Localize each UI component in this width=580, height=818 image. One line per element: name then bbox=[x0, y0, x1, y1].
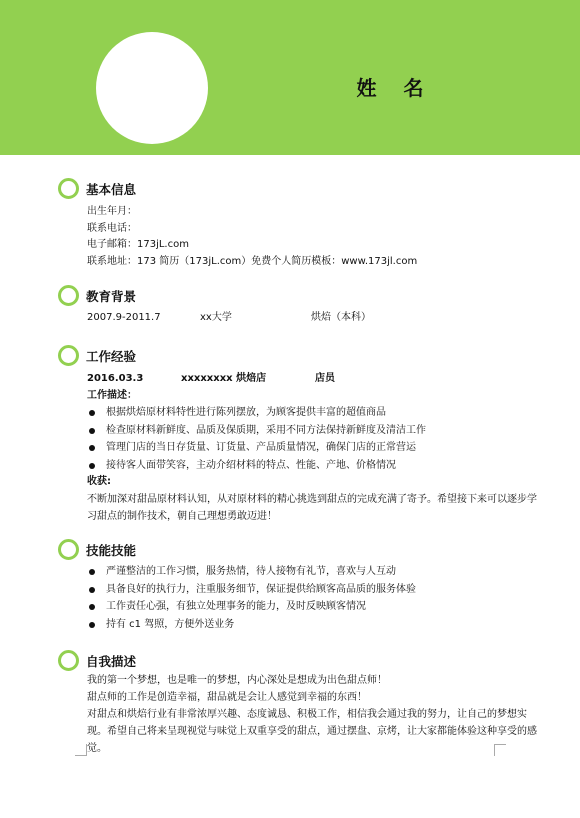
section-header bbox=[58, 345, 538, 367]
section-education bbox=[58, 285, 538, 327]
education-row bbox=[87, 310, 538, 327]
job-company: xxxxxxxx 烘焙店 bbox=[181, 373, 267, 384]
job-duties-list bbox=[87, 404, 538, 474]
list-item: 持有 c1 驾照，方便外送业务 bbox=[87, 616, 538, 634]
job-desc-label: 工作描述： bbox=[87, 389, 137, 401]
section-ring-icon bbox=[58, 650, 79, 671]
education-school: xx大学 bbox=[200, 312, 232, 323]
section-title: 工作经验 bbox=[86, 349, 137, 364]
section-self-description bbox=[58, 650, 538, 757]
list-item: 接待客人面带笑容，主动介绍材料的特点、性能、产地、价格情况 bbox=[87, 457, 538, 475]
name-title: 姓 名 bbox=[356, 76, 434, 100]
work-gain bbox=[87, 474, 538, 525]
section-header bbox=[58, 285, 538, 307]
page-corner-mark bbox=[75, 744, 87, 756]
list-item: 严谨整洁的工作习惯，服务热情，待人接物有礼节，喜欢与人互动 bbox=[87, 563, 538, 581]
phone-line: 联系电话： bbox=[87, 222, 137, 234]
photo-placeholder bbox=[96, 32, 208, 144]
work-lines bbox=[87, 371, 538, 404]
gain-label: 收获: bbox=[87, 476, 111, 487]
page-corner-mark bbox=[494, 744, 506, 756]
section-title: 教育背景 bbox=[86, 289, 137, 304]
skills-list bbox=[87, 563, 538, 633]
list-item: 具备良好的执行力，注重服务细节，保证提供给顾客高品质的服务体验 bbox=[87, 581, 538, 599]
address-line: 联系地址：173 简历（173jL.com）免费个人简历模板：www.173jl.com bbox=[87, 255, 418, 267]
self-lines bbox=[87, 673, 538, 757]
education-period: 2007.9-2011.7 bbox=[87, 312, 161, 323]
section-ring-icon bbox=[58, 345, 79, 366]
gain-text: 不断加深对甜品原材料认知，从对原材料的精心挑选到甜点的完成充满了寄予。希望接下来可以逐步学习甜点的制作技术，朝自己理想勇敢迈进！ bbox=[87, 493, 537, 522]
job-position: 店员 bbox=[315, 373, 335, 384]
section-title: 技能技能 bbox=[86, 543, 137, 558]
section-header bbox=[58, 178, 538, 200]
section-work bbox=[58, 345, 538, 525]
section-ring-icon bbox=[58, 539, 79, 560]
email-line: 电子邮箱：173jL.com bbox=[87, 239, 189, 250]
section-title: 自我描述 bbox=[86, 654, 137, 669]
self-paragraph-3: 对甜点和烘焙行业有非常浓厚兴趣、态度诚恳、积极工作，相信我会通过我的努力，让自己的梦想实现。希望自己将来呈现视觉与味觉上双重享受的甜点，通过摆盘、京烤，让大家都能体验这种享受的感觉。 bbox=[87, 709, 537, 754]
list-item: 检查原材料新鲜度、品质及保质期，采用不同方法保持新鲜度及清洁工作 bbox=[87, 422, 538, 440]
job-date: 2016.03.3 bbox=[87, 373, 144, 384]
section-ring-icon bbox=[58, 285, 79, 306]
job-row bbox=[87, 371, 538, 388]
education-lines bbox=[87, 310, 538, 327]
birth-line: 出生年月： bbox=[87, 206, 137, 217]
header-band bbox=[0, 0, 580, 155]
section-skills bbox=[58, 539, 538, 633]
basic-info-lines bbox=[87, 204, 538, 270]
self-paragraph-1: 我的第一个梦想，也是唯一的梦想，内心深处是想成为出色甜点师！ bbox=[87, 675, 387, 686]
education-major: 烘焙（本科） bbox=[311, 312, 371, 323]
self-paragraph-2: 甜点师的工作是创造幸福，甜品就是会让人感觉到幸福的东西！ bbox=[87, 691, 367, 703]
section-header bbox=[58, 650, 538, 672]
section-basic-info bbox=[58, 178, 538, 270]
section-ring-icon bbox=[58, 178, 79, 199]
section-header bbox=[58, 539, 538, 561]
section-title: 基本信息 bbox=[86, 182, 137, 197]
list-item: 工作责任心强，有独立处理事务的能力，及时反映顾客情况 bbox=[87, 598, 538, 616]
list-item: 根据烘焙原材料特性进行陈列摆放，为顾客提供丰富的超值商品 bbox=[87, 404, 538, 422]
list-item: 管理门店的当日存货量、订货量、产品质量情况，确保门店的正常营运 bbox=[87, 439, 538, 457]
